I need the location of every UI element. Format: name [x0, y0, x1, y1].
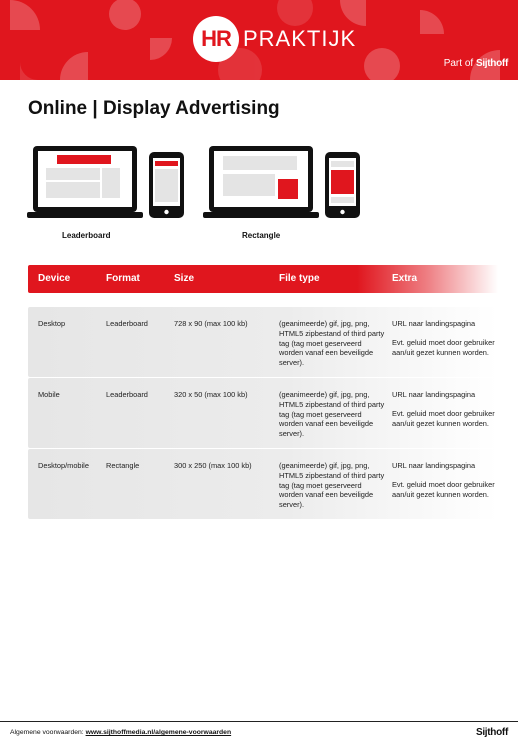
leaderboard-illustration — [27, 142, 187, 222]
part-of-brand: Sijthoff — [475, 58, 508, 69]
table-row — [28, 449, 498, 519]
table-row — [28, 378, 498, 448]
terms-link[interactable]: www.sijthoffmedia.nl/algemene-voorwaarden — [85, 729, 232, 736]
laptop-icon — [27, 146, 143, 218]
footer-brand-logo: Sijthoff — [475, 727, 508, 738]
cell-file-type: (geanimeerde) gif, jpg, png, HTML5 zipbestand of third party tag (tag moet geserveerd worden vanaf een beveiligde server). — [279, 461, 385, 510]
table-header — [28, 265, 498, 293]
laptop-icon — [203, 146, 319, 218]
extra-sound-note: Evt. geluid moet door gebruiker aan/uit gezet kunnen worden. — [392, 337, 495, 357]
logo-text: PRAKTIJK — [243, 26, 357, 51]
hr-praktijk-logo[interactable] — [193, 16, 357, 62]
footer-label: Algemene voorwaarden: — [10, 729, 84, 736]
cell-format: Leaderboard — [106, 319, 148, 328]
table-row — [28, 307, 498, 377]
cell-format: Rectangle — [106, 461, 140, 470]
part-of-label — [444, 58, 508, 69]
footer-divider — [0, 721, 518, 722]
cell-file-type: (geanimeerde) gif, jpg, png, HTML5 zipbestand of third party tag (tag moet geserveerd worden vanaf een beveiligde server). — [279, 319, 385, 368]
cell-extra — [392, 319, 496, 357]
column-header-size: Size — [174, 273, 195, 284]
page-title: Online | Display Advertising — [28, 98, 280, 119]
header-banner — [0, 0, 518, 80]
cell-size: 300 x 250 (max 100 kb) — [174, 461, 252, 470]
footer-terms — [10, 729, 231, 736]
illustration-caption-leaderboard: Leaderboard — [62, 231, 111, 240]
cell-device: Desktop — [38, 319, 66, 328]
phone-icon — [149, 152, 184, 218]
cell-device: Mobile — [38, 390, 60, 399]
phone-icon — [325, 152, 360, 218]
cell-format: Leaderboard — [106, 390, 148, 399]
column-header-device: Device — [38, 273, 71, 284]
extra-landing-url: URL naar landingspagina — [392, 319, 476, 328]
cell-device: Desktop/mobile — [38, 461, 89, 470]
extra-sound-note: Evt. geluid moet door gebruiker aan/uit gezet kunnen worden. — [392, 479, 495, 499]
column-header-file-type: File type — [279, 273, 320, 284]
cell-size: 728 x 90 (max 100 kb) — [174, 319, 248, 328]
extra-landing-url: URL naar landingspagina — [392, 390, 476, 399]
column-header-extra: Extra — [392, 273, 418, 284]
rectangle-illustration — [203, 142, 363, 222]
cell-size: 320 x 50 (max 100 kb) — [174, 390, 248, 399]
cell-file-type: (geanimeerde) gif, jpg, png, HTML5 zipbestand of third party tag (tag moet geserveerd worden vanaf een beveiligde server). — [279, 390, 385, 439]
extra-landing-url: URL naar landingspagina — [392, 461, 476, 470]
cell-extra — [392, 390, 496, 428]
column-header-format: Format — [106, 273, 140, 284]
illustration-caption-rectangle: Rectangle — [242, 231, 281, 240]
logo-mark: HR — [193, 16, 239, 62]
cell-extra — [392, 461, 496, 499]
part-of-prefix: Part of — [443, 58, 474, 69]
extra-sound-note: Evt. geluid moet door gebruiker aan/uit gezet kunnen worden. — [392, 408, 495, 428]
